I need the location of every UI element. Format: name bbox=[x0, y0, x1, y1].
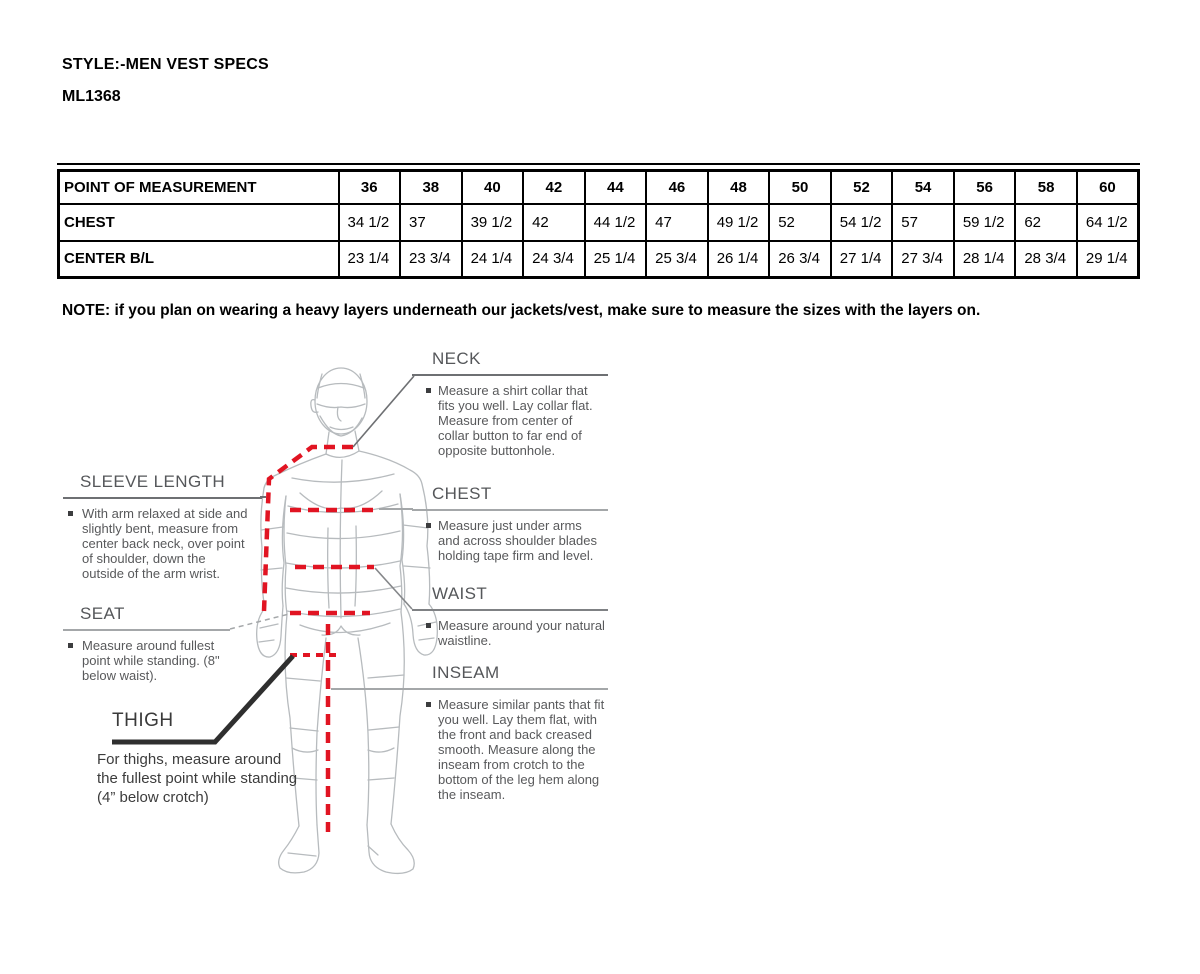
column-header-size: 36 bbox=[339, 171, 401, 204]
page-title: STYLE:-MEN VEST SPECS bbox=[62, 56, 269, 73]
column-header-size: 52 bbox=[831, 171, 893, 204]
chest-description: Measure just under arms and across shoulder blades holding tape firm and level. bbox=[412, 518, 608, 563]
collar-sleeve-line bbox=[264, 447, 353, 611]
size-cell: 26 3/4 bbox=[769, 241, 831, 278]
size-cell: 34 1/2 bbox=[339, 204, 401, 241]
column-header-size: 56 bbox=[954, 171, 1016, 204]
inseam-description: Measure similar pants that fit you well. Lay them flat, with the front and back creased smooth. Measure along the inseam from crotch to the bottom of the leg hem along the inseam. bbox=[412, 697, 608, 802]
size-cell: 39 1/2 bbox=[462, 204, 524, 241]
seat-title: SEAT bbox=[63, 605, 230, 631]
chest-title: CHEST bbox=[412, 485, 608, 511]
column-header-point-of-measurement: POINT OF MEASUREMENT bbox=[59, 171, 339, 204]
size-cell: 42 bbox=[523, 204, 585, 241]
neck-description: Measure a shirt collar that fits you well. Lay collar flat. Measure from center of collar button to far end of opposite buttonhole. bbox=[412, 383, 608, 458]
column-header-size: 46 bbox=[646, 171, 708, 204]
sleeve-length-description: With arm relaxed at side and slightly bent, measure from center back neck, over point of shoulder, down the outside of the arm wrist. bbox=[63, 506, 262, 581]
column-header-size: 54 bbox=[892, 171, 954, 204]
size-cell: 25 3/4 bbox=[646, 241, 708, 278]
thigh-title: THIGH bbox=[112, 710, 174, 731]
size-cell: 49 1/2 bbox=[708, 204, 770, 241]
table-header-row bbox=[59, 171, 1139, 204]
size-cell: 23 1/4 bbox=[339, 241, 401, 278]
sleeve-length-title: SLEEVE LENGTH bbox=[63, 473, 262, 499]
label-thigh bbox=[97, 712, 307, 807]
size-cell: 44 1/2 bbox=[585, 204, 647, 241]
size-cell: 27 1/4 bbox=[831, 241, 893, 278]
column-header-size: 58 bbox=[1015, 171, 1077, 204]
waist-title: WAIST bbox=[412, 585, 608, 611]
size-chart-table bbox=[57, 169, 1140, 279]
waist-description: Measure around your natural waistline. bbox=[412, 618, 608, 648]
row-label: CENTER B/L bbox=[59, 241, 339, 278]
style-code: ML1368 bbox=[62, 88, 121, 105]
label-neck bbox=[412, 350, 608, 458]
size-chart bbox=[57, 163, 1140, 279]
column-header-size: 50 bbox=[769, 171, 831, 204]
label-chest bbox=[412, 485, 608, 563]
table-row-chest bbox=[59, 204, 1139, 241]
size-cell: 54 1/2 bbox=[831, 204, 893, 241]
note-text: NOTE: if you plan on wearing a heavy layers underneath our jackets/vest, make sure to measure the sizes with the layers on. bbox=[62, 302, 981, 319]
label-seat bbox=[63, 605, 230, 683]
column-header-size: 60 bbox=[1077, 171, 1139, 204]
table-top-rule bbox=[57, 163, 1140, 165]
label-waist bbox=[412, 585, 608, 648]
measurement-diagram bbox=[60, 348, 635, 883]
size-cell: 24 1/4 bbox=[462, 241, 524, 278]
size-cell: 47 bbox=[646, 204, 708, 241]
column-header-size: 48 bbox=[708, 171, 770, 204]
column-header-size: 40 bbox=[462, 171, 524, 204]
table-row-center-bl bbox=[59, 241, 1139, 278]
size-cell: 25 1/4 bbox=[585, 241, 647, 278]
size-cell: 37 bbox=[400, 204, 462, 241]
size-cell: 28 3/4 bbox=[1015, 241, 1077, 278]
inseam-title: INSEAM bbox=[412, 664, 608, 690]
label-inseam bbox=[412, 664, 608, 802]
size-cell: 29 1/4 bbox=[1077, 241, 1139, 278]
thigh-description: For thighs, measure around the fullest point while standing (4” below crotch) bbox=[97, 751, 298, 806]
column-header-size: 44 bbox=[585, 171, 647, 204]
size-cell: 27 3/4 bbox=[892, 241, 954, 278]
size-cell: 62 bbox=[1015, 204, 1077, 241]
size-cell: 59 1/2 bbox=[954, 204, 1016, 241]
column-header-size: 38 bbox=[400, 171, 462, 204]
size-cell: 24 3/4 bbox=[523, 241, 585, 278]
neck-title: NECK bbox=[412, 350, 608, 376]
waist-pointer bbox=[375, 568, 412, 609]
seat-description: Measure around fullest point while standing. (8" below waist). bbox=[63, 638, 230, 683]
size-cell: 64 1/2 bbox=[1077, 204, 1139, 241]
label-sleeve-length bbox=[63, 473, 262, 581]
size-cell: 52 bbox=[769, 204, 831, 241]
size-cell: 28 1/4 bbox=[954, 241, 1016, 278]
row-label: CHEST bbox=[59, 204, 339, 241]
size-cell: 26 1/4 bbox=[708, 241, 770, 278]
column-header-size: 42 bbox=[523, 171, 585, 204]
size-cell: 23 3/4 bbox=[400, 241, 462, 278]
size-cell: 57 bbox=[892, 204, 954, 241]
